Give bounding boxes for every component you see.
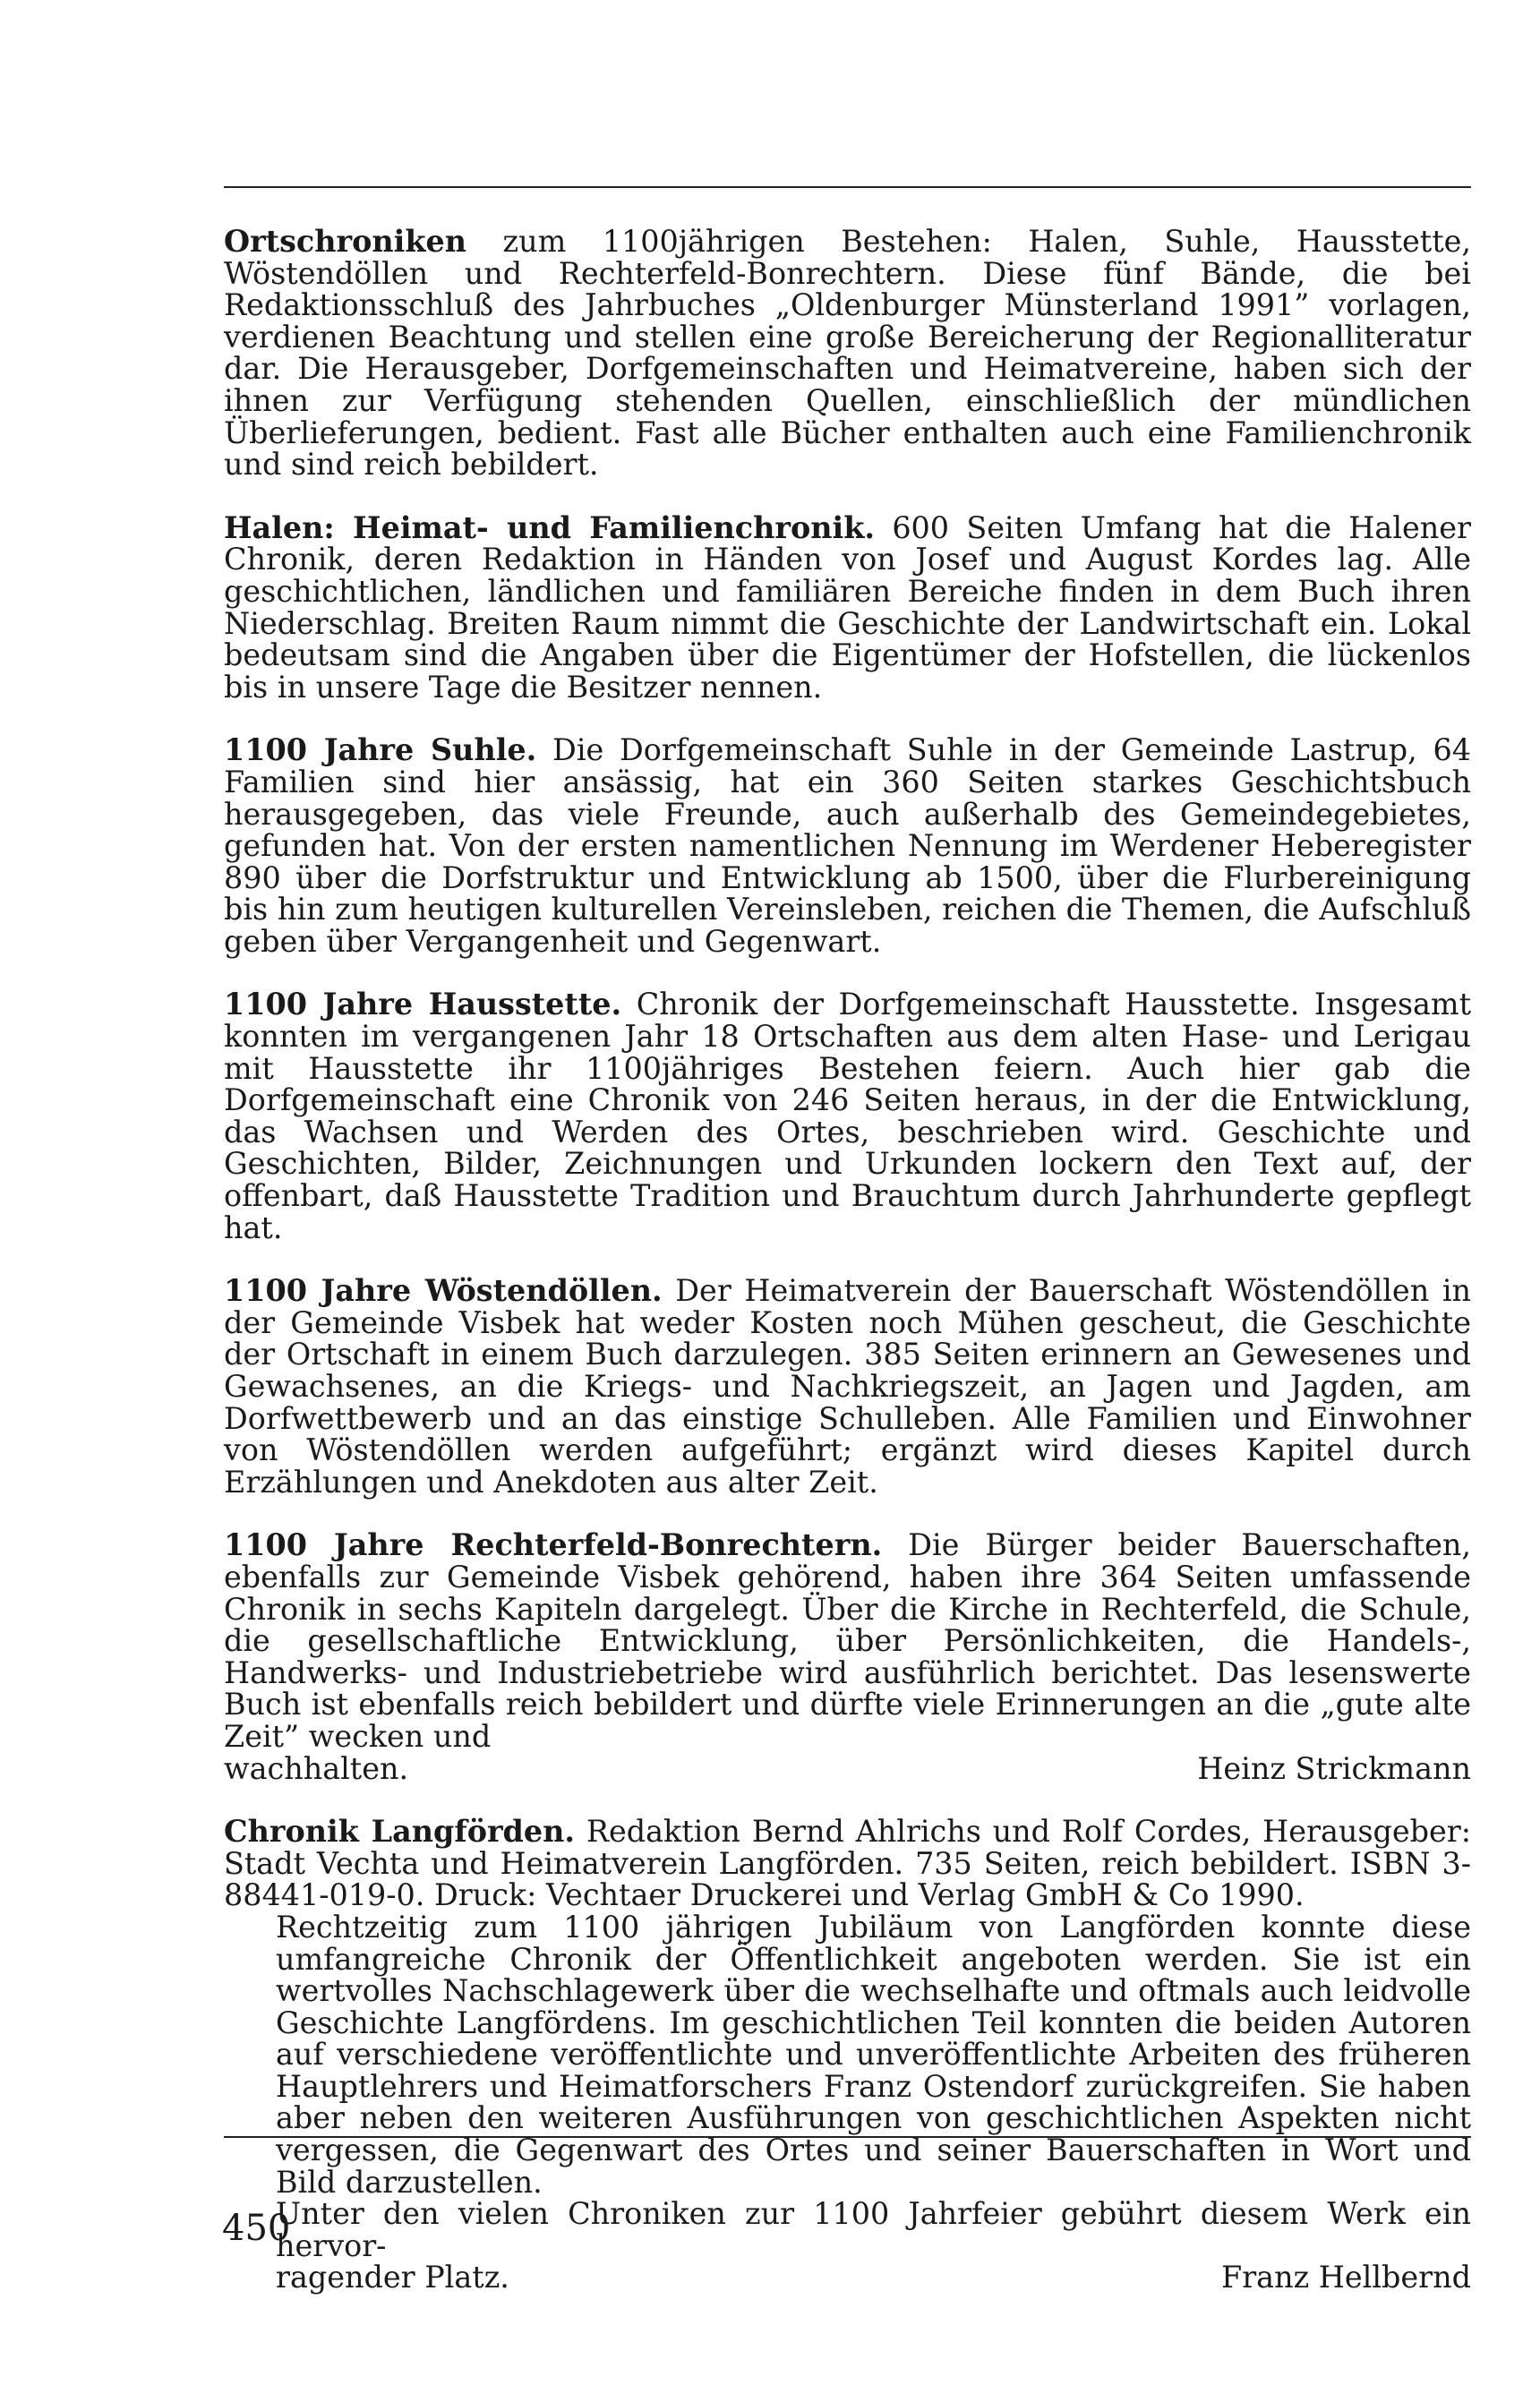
page-number: 450 xyxy=(222,2208,291,2249)
entry-text: Die Bürger beider Bauerschaften, ebenfalls zur Gemeinde Visbek gehörend, haben ihre 364 Seiten umfassende Chronik in sechs Kapiteln dargelegt. Über die Kirche in Rechterfeld, die Schule, die gesellschaftliche Entwicklung, über Persönlichkeiten, die Handels-, Handwerks- und Industriebetriebe wird ausführlich berichtet. Das lesenswerte Buch ist ebenfalls reich bebildert und dürfte viele Erinnerungen an die „gute alte Zeit” wecken und xyxy=(224,1527,1471,1754)
review-column xyxy=(224,226,1471,2325)
entry-biblio xyxy=(224,1816,1471,1911)
entry-heading: 1100 Jahre Rechterfeld-Bonrechtern. xyxy=(224,1527,883,1563)
entry-paragraph xyxy=(224,734,1471,957)
entry-paragraph xyxy=(224,1529,1471,1752)
entry-heading: Halen: Heimat- und Familienchronik. xyxy=(224,509,875,545)
entry-text: Redaktion Bernd Ahlrichs und Rolf Cordes, Herausgeber: Stadt Vechta und Heimatverein Langförden. 735 Seiten, reich bebildert. ISBN 3-88441-019-0. Druck: Vechtaer Druckerei und Verlag GmbH & Co 1990. xyxy=(224,1814,1471,1913)
entry-last-line: ragender Platz. xyxy=(276,2260,509,2295)
entry-closing-line xyxy=(224,1750,1471,1786)
entry-text: zum 1100jährigen Bestehen: Halen, Suhle, Hausstette, Wöstendöllen und Rechterfeld-Bonrechtern. Diese fünf Bände, die bei Redaktionsschluß des Jahrbuches „Oldenburger Münsterland 1991” vorlagen, verdienen Beachtung und stellen eine große Bereicherung der Regionalliteratur dar. Die Herausgeber, Dorfgemeinschaften und Heimatvereine, haben sich der ihnen zur Verfügung stehenden Quellen, einschließlich der mündlichen Überlieferungen, bedient. Fast alle Bücher enthalten auch eine Familienchronik und sind reich bebildert. xyxy=(224,224,1471,483)
entry-text: Chronik der Dorfgemeinschaft Hausstette. Insgesamt konnten im vergangenen Jahr 18 Ortschaften aus dem alten Hase- und Lerigau mit Hausstette ihr 1100jähriges Bestehen feiern. Auch hier gab die Dorfgemeinschaft eine Chronik von 246 Seiten heraus, in der die Entwicklung, das Wachsen und Werden des Ortes, beschrieben wird. Geschichte und Geschichten, Bilder, Zeichnungen und Urkunden lockern den Text auf, der offenbart, daß Hausstette Tradition und Brauchtum durch Jahrhunderte gepflegt hat. xyxy=(224,987,1471,1245)
entry-text: Die Dorfgemeinschaft Suhle in der Gemeinde Lastrup, 64 Familien sind hier ansässig, hat ein 360 Seiten starkes Geschichtsbuch herausgegeben, das viele Freunde, auch außerhalb des Gemeindegebietes, gefunden hat. Von der ersten namentlichen Nennung im Werdener Heberegister 890 über die Dorfstruktur und Entwicklung ab 1500, über die Flurbereinigung bis hin zum heutigen kulturellen Vereinsleben, reichen die Themen, die Aufschluß geben über Vergangenheit und Gegenwart. xyxy=(224,732,1471,959)
author-signature: Heinz Strickmann xyxy=(1197,1750,1471,1786)
entry-text: Der Heimatverein der Bauerschaft Wöstendöllen in der Gemeinde Visbek hat weder Kosten noch Mühen gescheut, die Geschichte der Ortschaft in einem Buch darzulegen. 385 Seiten erinnern an Gewesenes und Gewachsenes, an die Kriegs- und Nachkriegszeit, an Jagen und Jagden, am Dorfwettbewerb und an das einstige Schulleben. Alle Familien und Einwohner von Wöstendöllen werden aufgeführt; ergänzt wird dieses Kapitel durch Erzählungen und Anekdoten aus alter Zeit. xyxy=(224,1273,1472,1500)
entry-woestendoellen xyxy=(224,1275,1471,1498)
entry-heading: 1100 Jahre Wöstendöllen. xyxy=(224,1273,663,1309)
entry-paragraph xyxy=(224,509,1471,705)
entry-hausstette xyxy=(224,988,1471,1244)
entry-last-line: wachhalten. xyxy=(224,1750,409,1786)
top-rule xyxy=(224,186,1471,188)
entry-heading: 1100 Jahre Hausstette. xyxy=(224,987,622,1022)
entry-heading: Chronik Langförden. xyxy=(224,1814,576,1850)
entry-ortschroniken xyxy=(224,226,1471,481)
author-signature: Franz Hellbernd xyxy=(1221,2260,1471,2295)
entry-heading: 1100 Jahre Suhle. xyxy=(224,732,537,768)
bottom-rule xyxy=(224,2136,1471,2138)
entry-body-paragraph: Rechtzeitig zum 1100 jährigen Jubiläum von Langförden konnte diese umfangreiche Chronik der Öffentlichkeit angeboten werden. Sie ist ein wertvolles Nachschlagewerk über die wechselhafte und oftmals auch leidvolle Geschichte Langfördens. Im geschichtlichen Teil konnten die beiden Autoren auf verschiedene veröffentlichte und unveröffentlichte Arbeiten des früheren Hauptlehrers und Heimatforschers Franz Ostendorf zurückgreifen. Sie haben aber neben den weiteren Ausführungen von geschichtlichen Aspekten nicht vergessen, die Gegenwart des Ortes und seiner Bauerschaften in Wort und Bild darzustellen. xyxy=(276,1909,1471,2200)
entry-heading: Ortschroniken xyxy=(224,224,466,259)
entry-body-paragraph: Unter den vielen Chroniken zur 1100 Jahrfeier gebührt diesem Werk ein hervor- xyxy=(276,2196,1471,2263)
entry-paragraph xyxy=(224,1275,1471,1498)
entry-suhle xyxy=(224,734,1471,957)
entry-paragraph xyxy=(224,226,1471,481)
entry-paragraph xyxy=(224,988,1471,1244)
entry-halen xyxy=(224,509,1471,705)
entry-rechterfeld xyxy=(224,1529,1471,1784)
entry-text: 600 Seiten Umfang hat die Halener Chronik, deren Redaktion in Händen von Josef und August Kordes lag. Alle geschichtlichen, ländlichen und familiären Bereiche finden in dem Buch ihren Niederschlag. Breiten Raum nimmt die Geschichte der Landwirtschaft ein. Lokal bedeutsam sind die Angaben über die Eigentümer der Hofstellen, die lückenlos bis in unsere Tage die Besitzer nennen. xyxy=(224,509,1471,705)
entry-closing-line xyxy=(224,2261,1471,2294)
entry-langfoerden xyxy=(224,1816,1471,2294)
